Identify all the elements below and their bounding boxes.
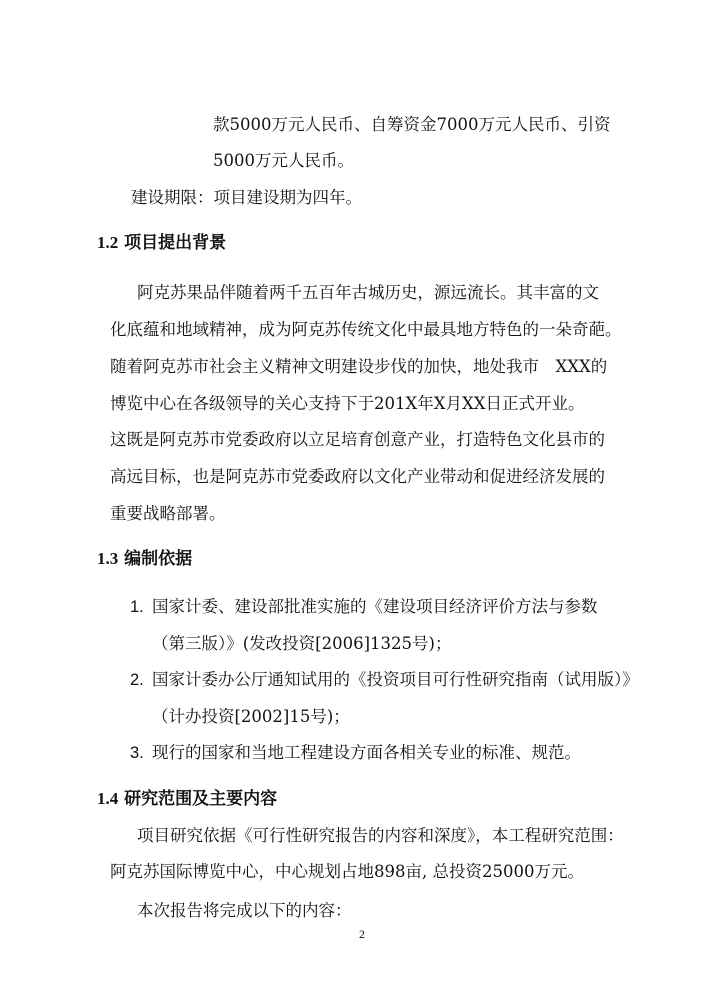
list-item-continuation: （第三版）》(发改投资[2006]1325号)； bbox=[152, 634, 452, 653]
list-item bbox=[130, 597, 598, 617]
paragraph-line: 博览中心在各级领导的关心支持下于201X年X月XX日正式开业。 bbox=[110, 394, 585, 413]
section-title: 编制依据 bbox=[124, 549, 193, 569]
list-item-text: 国家计委、建设部批准实施的《建设项目经济评价方法与参数 bbox=[152, 597, 598, 616]
list-item-text: 国家计委办公厅通知试用的《投资项目可行性研究指南（试用版）》 bbox=[152, 670, 639, 689]
section-1-4-heading bbox=[97, 788, 277, 810]
paragraph-line: 项目研究依据《可行性研究报告的内容和深度》，本工程研究范围： bbox=[137, 826, 624, 845]
list-item-text: 现行的国家和当地工程建设方面各相关专业的标准、规范。 bbox=[152, 743, 581, 762]
list-marker: 3. bbox=[130, 744, 144, 762]
funding-line-2: 5000万元人民币。 bbox=[213, 151, 354, 170]
section-number: 1.3 bbox=[97, 549, 119, 568]
section-1-3-heading bbox=[97, 548, 192, 570]
section-number: 1.2 bbox=[97, 233, 119, 252]
funding-line-1: 款5000万元人民币、自筹资金7000万元人民币、引资 bbox=[213, 115, 611, 134]
list-marker: 1. bbox=[130, 598, 144, 616]
list-marker: 2. bbox=[130, 671, 144, 689]
section-title: 研究范围及主要内容 bbox=[124, 789, 278, 809]
list-item bbox=[130, 743, 581, 763]
construction-period: 建设期限：项目建设期为四年。 bbox=[131, 188, 362, 207]
paragraph-line: 重要战略部署。 bbox=[110, 504, 226, 523]
section-1-2-heading bbox=[97, 232, 226, 254]
list-item-continuation: （计办投资[2002]15号)； bbox=[152, 707, 350, 726]
paragraph-line: 阿克苏国际博览中心，中心规划占地898亩, 总投资25000万元。 bbox=[110, 862, 584, 881]
paragraph-line: 高远目标，也是阿克苏市党委政府以文化产业带动和促进经济发展的 bbox=[110, 467, 605, 486]
paragraph-line: 化底蕴和地域精神，成为阿克苏传统文化中最具地方特色的一朵奇葩。 bbox=[110, 320, 622, 339]
paragraph-line: 这既是阿克苏市党委政府以立足培育创意产业，打造特色文化县市的 bbox=[110, 430, 605, 449]
section-title: 项目提出背景 bbox=[124, 233, 227, 253]
section-number: 1.4 bbox=[97, 789, 119, 808]
page-number: 2 bbox=[359, 927, 365, 941]
paragraph-line: 随着阿克苏市社会主义精神文明建设步伐的加快，地处我市 XXX的 bbox=[110, 357, 608, 376]
paragraph-line: 本次报告将完成以下的内容： bbox=[137, 901, 352, 920]
list-item bbox=[130, 670, 639, 690]
paragraph-line: 阿克苏果品伴随着两千五百年古城历史，源远流长。其丰富的文 bbox=[137, 283, 599, 302]
